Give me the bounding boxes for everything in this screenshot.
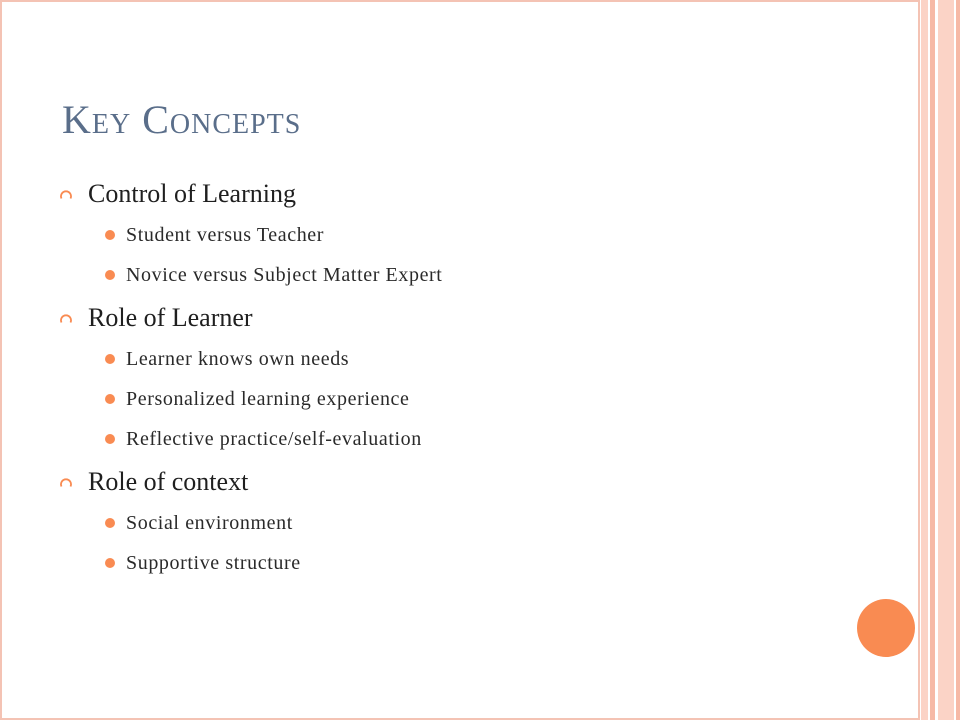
bullet-label: Control of Learning	[88, 179, 296, 208]
bullet-dot-icon	[105, 270, 115, 280]
sub-bullet	[60, 340, 840, 380]
bullet-marker-icon	[60, 188, 72, 200]
sub-bullet	[60, 216, 840, 256]
bullet-dot-icon	[105, 394, 115, 404]
bullet-role-of-learner	[60, 302, 840, 340]
sub-bullet-text: Reflective practice/self-evaluation	[126, 428, 422, 450]
bullet-dot-icon	[105, 558, 115, 568]
decorative-stripe	[930, 0, 935, 720]
bullet-control-of-learning	[60, 178, 840, 216]
bullet-marker-icon	[60, 476, 72, 488]
bullet-marker-icon	[60, 312, 72, 324]
sub-bullet-text: Personalized learning experience	[126, 388, 410, 410]
sub-bullet-text: Student versus Teacher	[126, 224, 325, 246]
sub-bullet	[60, 380, 840, 420]
decorative-stripe	[921, 0, 928, 720]
bullet-dot-icon	[105, 518, 115, 528]
bullet-label: Role of Learner	[88, 303, 253, 332]
sub-bullet-text: Social environment	[126, 512, 293, 534]
bullet-dot-icon	[105, 230, 115, 240]
accent-circle	[857, 599, 915, 657]
sub-bullet	[60, 420, 840, 460]
decorative-stripe	[956, 0, 960, 720]
bullet-list	[60, 178, 840, 584]
bullet-label: Role of context	[88, 467, 249, 496]
sub-bullet-text: Learner knows own needs	[126, 348, 350, 370]
sub-bullet	[60, 504, 840, 544]
bullet-dot-icon	[105, 434, 115, 444]
sub-bullet	[60, 256, 840, 296]
sub-bullet-text: Supportive structure	[126, 552, 301, 574]
bullet-dot-icon	[105, 354, 115, 364]
decorative-stripe	[938, 0, 954, 720]
sub-bullet	[60, 544, 840, 584]
sub-bullet-text: Novice versus Subject Matter Expert	[126, 264, 443, 286]
bullet-role-of-context	[60, 466, 840, 504]
slide-title: Key Concepts	[62, 97, 302, 142]
